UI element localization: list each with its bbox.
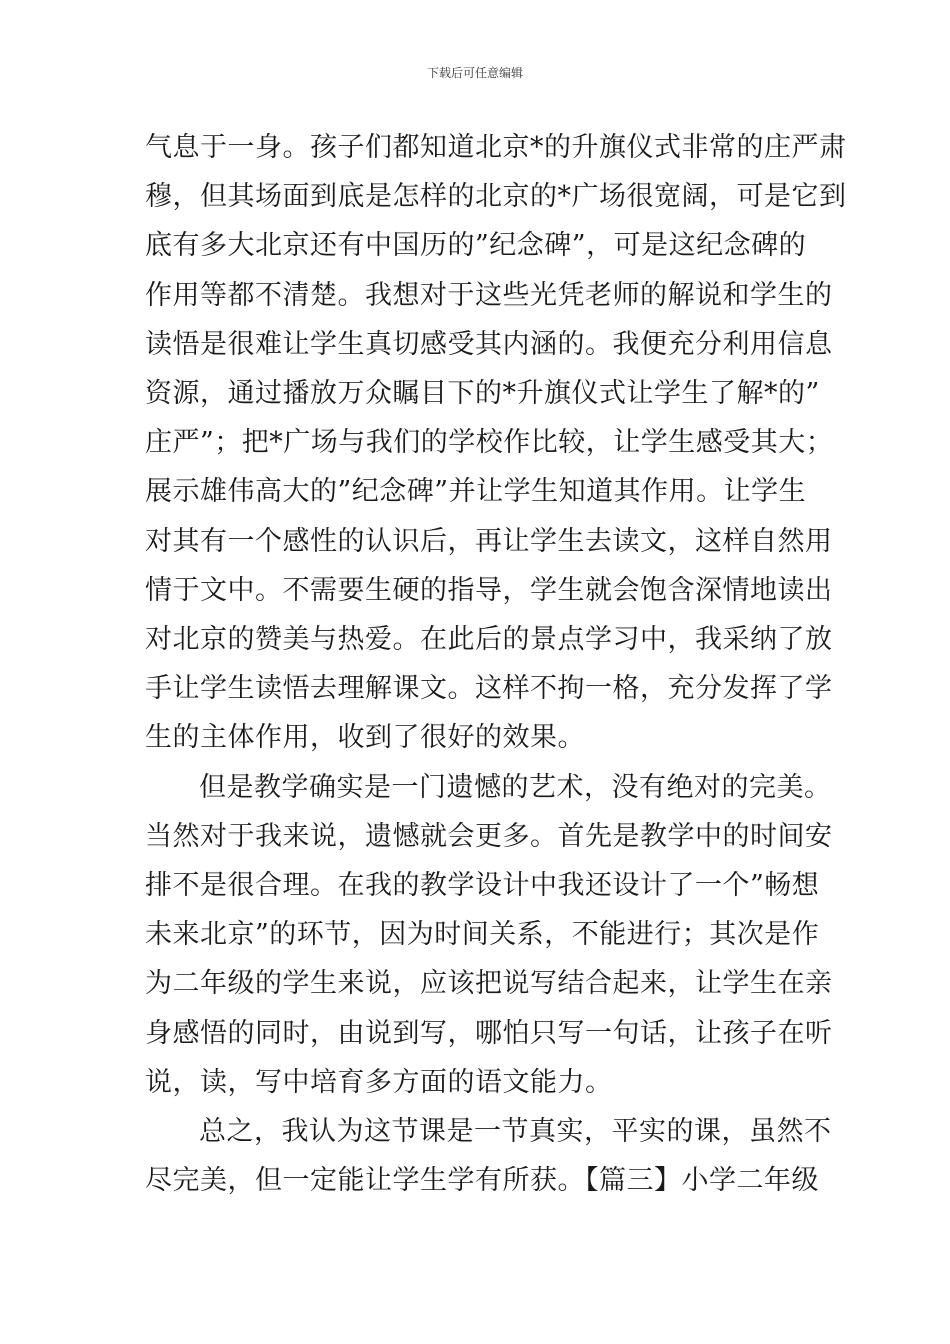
- text-line: 对北京的赞美与热爱。在此后的景点学习中，我采纳了放: [145, 624, 833, 655]
- text-line: 情于文中。不需要生硬的指导，学生就会饱含深情地读出: [145, 574, 833, 606]
- text-line: 为二年级的学生来说，应该把说写结合起来，让学生在亲: [145, 968, 833, 1000]
- text-line: 说，读，写中培育多方面的语文能力。: [145, 1066, 613, 1098]
- text-line: 穆，但其场面到底是怎样的北京的*广场很宽阔，可是它到: [145, 181, 847, 213]
- text-line: 展示雄伟高大的”纪念碑”并让学生知道其作用。让学生: [145, 476, 807, 508]
- text-line: 气息于一身。孩子们都知道北京*的升旗仪式非常的庄严肃: [145, 132, 847, 163]
- text-line: 底有多大北京还有中国历的”纪念碑”，可是这纪念碑的: [145, 230, 807, 262]
- paragraph-start-line: 但是教学确实是一门遗憾的艺术，没有绝对的完美。: [199, 771, 832, 803]
- text-line: 庄严”；把*广场与我们的学校作比较，让学生感受其大；: [145, 427, 834, 459]
- paragraph-start-line: 总之，我认为这节课是一节真实，平实的课，虽然不: [199, 1116, 832, 1147]
- text-line: 资源，通过播放万众瞩目下的*升旗仪式让学生了解*的”: [145, 378, 820, 409]
- text-line: 手让学生读悟去理解课文。这样不拘一格，充分发挥了学: [145, 673, 833, 705]
- text-line: 生的主体作用，收到了很好的效果。: [145, 722, 585, 754]
- text-line: 尽完美，但一定能让学生学有所获。【篇三】小学二年级: [145, 1165, 819, 1197]
- text-line: 读悟是很难让学生真切感受其内涵的。我便充分利用信息: [145, 328, 833, 360]
- page-header: 下载后可任意编辑: [426, 66, 523, 80]
- text-line: 身感悟的同时，由说到写，哪怕只写一句话，让孩子在听: [145, 1017, 833, 1049]
- text-line: 未来北京”的环节，因为时间关系，不能进行；其次是作: [145, 919, 820, 951]
- text-line: 当然对于我来说，遗憾就会更多。首先是教学中的时间安: [145, 820, 833, 852]
- text-line: 对其有一个感性的认识后，再让学生去读文，这样自然用: [145, 525, 833, 557]
- text-line: 排不是很合理。在我的教学设计中我还设计了一个”畅想: [145, 870, 820, 901]
- text-line: 作用等都不清楚。我想对于这些光凭老师的解说和学生的: [145, 279, 833, 311]
